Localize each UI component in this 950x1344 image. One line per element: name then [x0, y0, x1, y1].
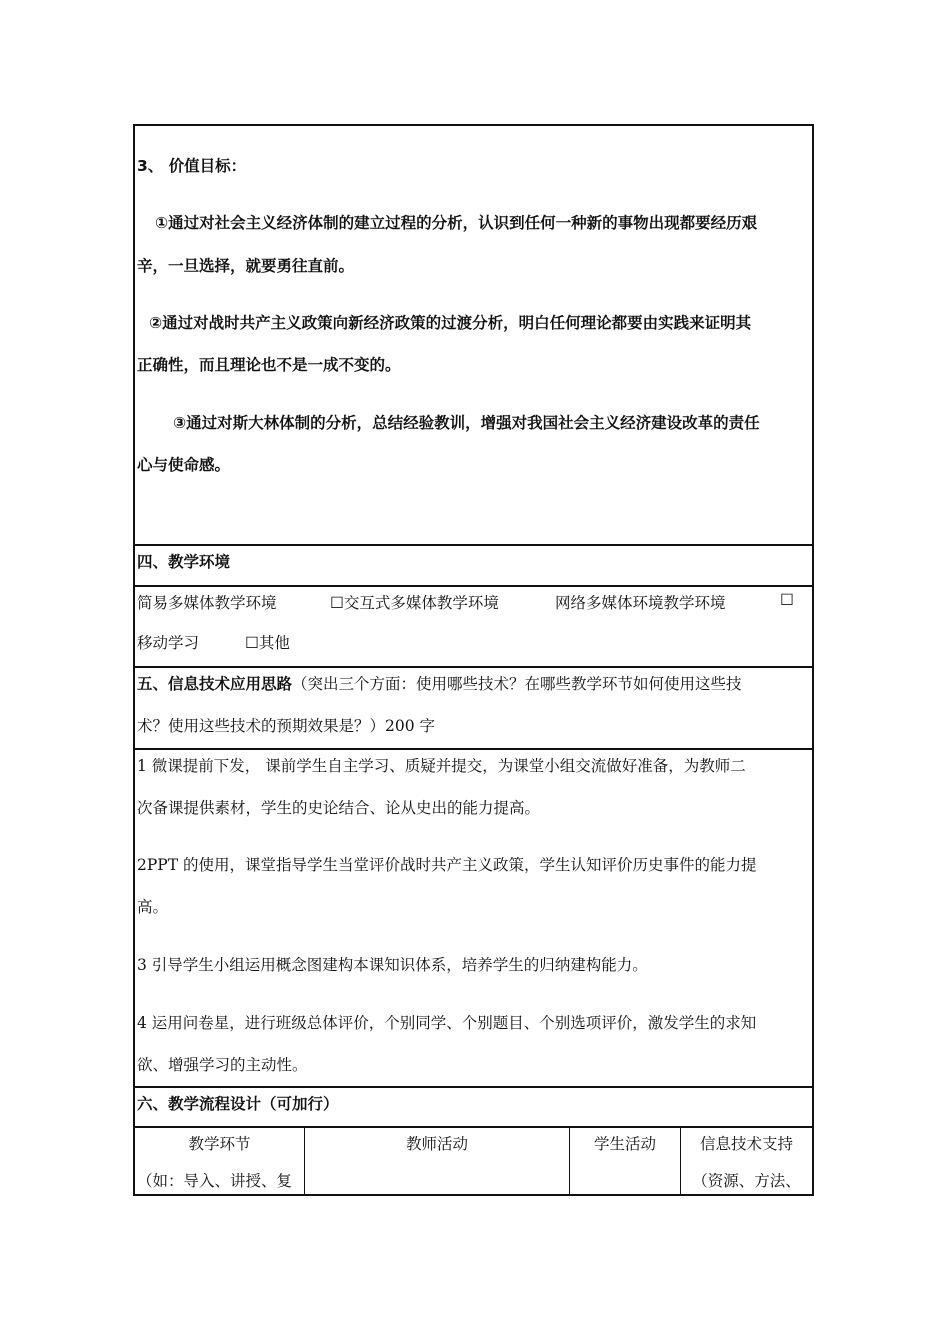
column-header-teaching-stage: 教学环节 [188, 1135, 251, 1153]
section3-title: 3、 价值目标： [137, 157, 247, 175]
section5-heading-note: （突出三个方面：使用哪些技术？在哪些教学环节如何使用这些技 [292, 675, 742, 693]
column-header-teaching-stage-note: （如：导入、讲授、复 [137, 1172, 293, 1190]
checkbox-icon: ☐ [780, 591, 794, 609]
row-divider [135, 748, 812, 750]
section5-heading-line2: 术？使用这些技术的预期效果是？）200 字 [137, 717, 436, 735]
column-header-it-support-note: （资源、方法、 [692, 1172, 801, 1190]
row-divider [135, 666, 812, 668]
env-option-simple-multimedia: 简易多媒体教学环境 [137, 594, 277, 612]
env-option-network-multimedia: 网络多媒体环境教学环境 [555, 594, 726, 612]
goal1-line2: 辛，一旦选择，就要勇往直前。 [137, 257, 355, 275]
goal3-line2: 心与使命感。 [137, 456, 231, 474]
env-option-interactive-multimedia: ☐交互式多媒体教学环境 [330, 594, 499, 612]
env-option-mobile-learning: 移动学习 [137, 634, 200, 652]
column-header-teacher-activity: 教师活动 [405, 1135, 468, 1153]
row-divider [135, 544, 812, 546]
goal2-line1: ②通过对战时共产主义政策向新经济政策的过渡分析，明白任何理论都要由实践来证明其 [149, 314, 752, 332]
it-item4-line1: 4 运用问卷星，进行班级总体评价，个别同学、个别题目、个别选项评价，激发学生的求知 [137, 1014, 757, 1032]
row-divider [135, 585, 812, 587]
it-item2-line2: 高。 [137, 898, 169, 916]
section4-heading: 四、教学环境 [137, 553, 231, 571]
it-item1-line2: 次备课提供素材，学生的史论结合、论从史出的能力提高。 [137, 799, 541, 817]
section6-heading: 六、教学流程设计（可加行） [137, 1095, 339, 1113]
env-option-other: ☐其他 [245, 634, 290, 652]
goal2-line2: 正确性，而且理论也不是一成不变的。 [137, 356, 401, 374]
it-item2-line1: 2PPT 的使用，课堂指导学生当堂评价战时共产主义政策，学生认知评价历史事件的能力提 [137, 856, 757, 874]
it-item3-line1: 3 引导学生小组运用概念图建构本课知识体系，培养学生的归纳建构能力。 [137, 956, 648, 974]
it-item1-line1: 1 微课提前下发， 课前学生自主学习、质疑并提交，为课堂小组交流做好准备，为教师二 [137, 757, 746, 775]
row-divider [135, 1126, 812, 1128]
column-header-student-activity: 学生活动 [593, 1135, 656, 1153]
section5-heading [137, 672, 742, 694]
goal1-line1: ①通过对社会主义经济体制的建立过程的分析，认识到任何一种新的事物出现都要经历艰 [155, 214, 758, 232]
lesson-plan-table [133, 124, 814, 1196]
goal3-line1: ③通过对斯大林体制的分析，总结经验教训，增强对我国社会主义经济建设改革的责任 [173, 414, 760, 432]
section5-heading-bold: 五、信息技术应用思路 [137, 675, 293, 693]
column-header-it-support: 信息技术支持 [699, 1135, 793, 1153]
row-divider [135, 1086, 812, 1088]
it-item4-line2: 欲、增强学习的主动性。 [137, 1056, 308, 1074]
